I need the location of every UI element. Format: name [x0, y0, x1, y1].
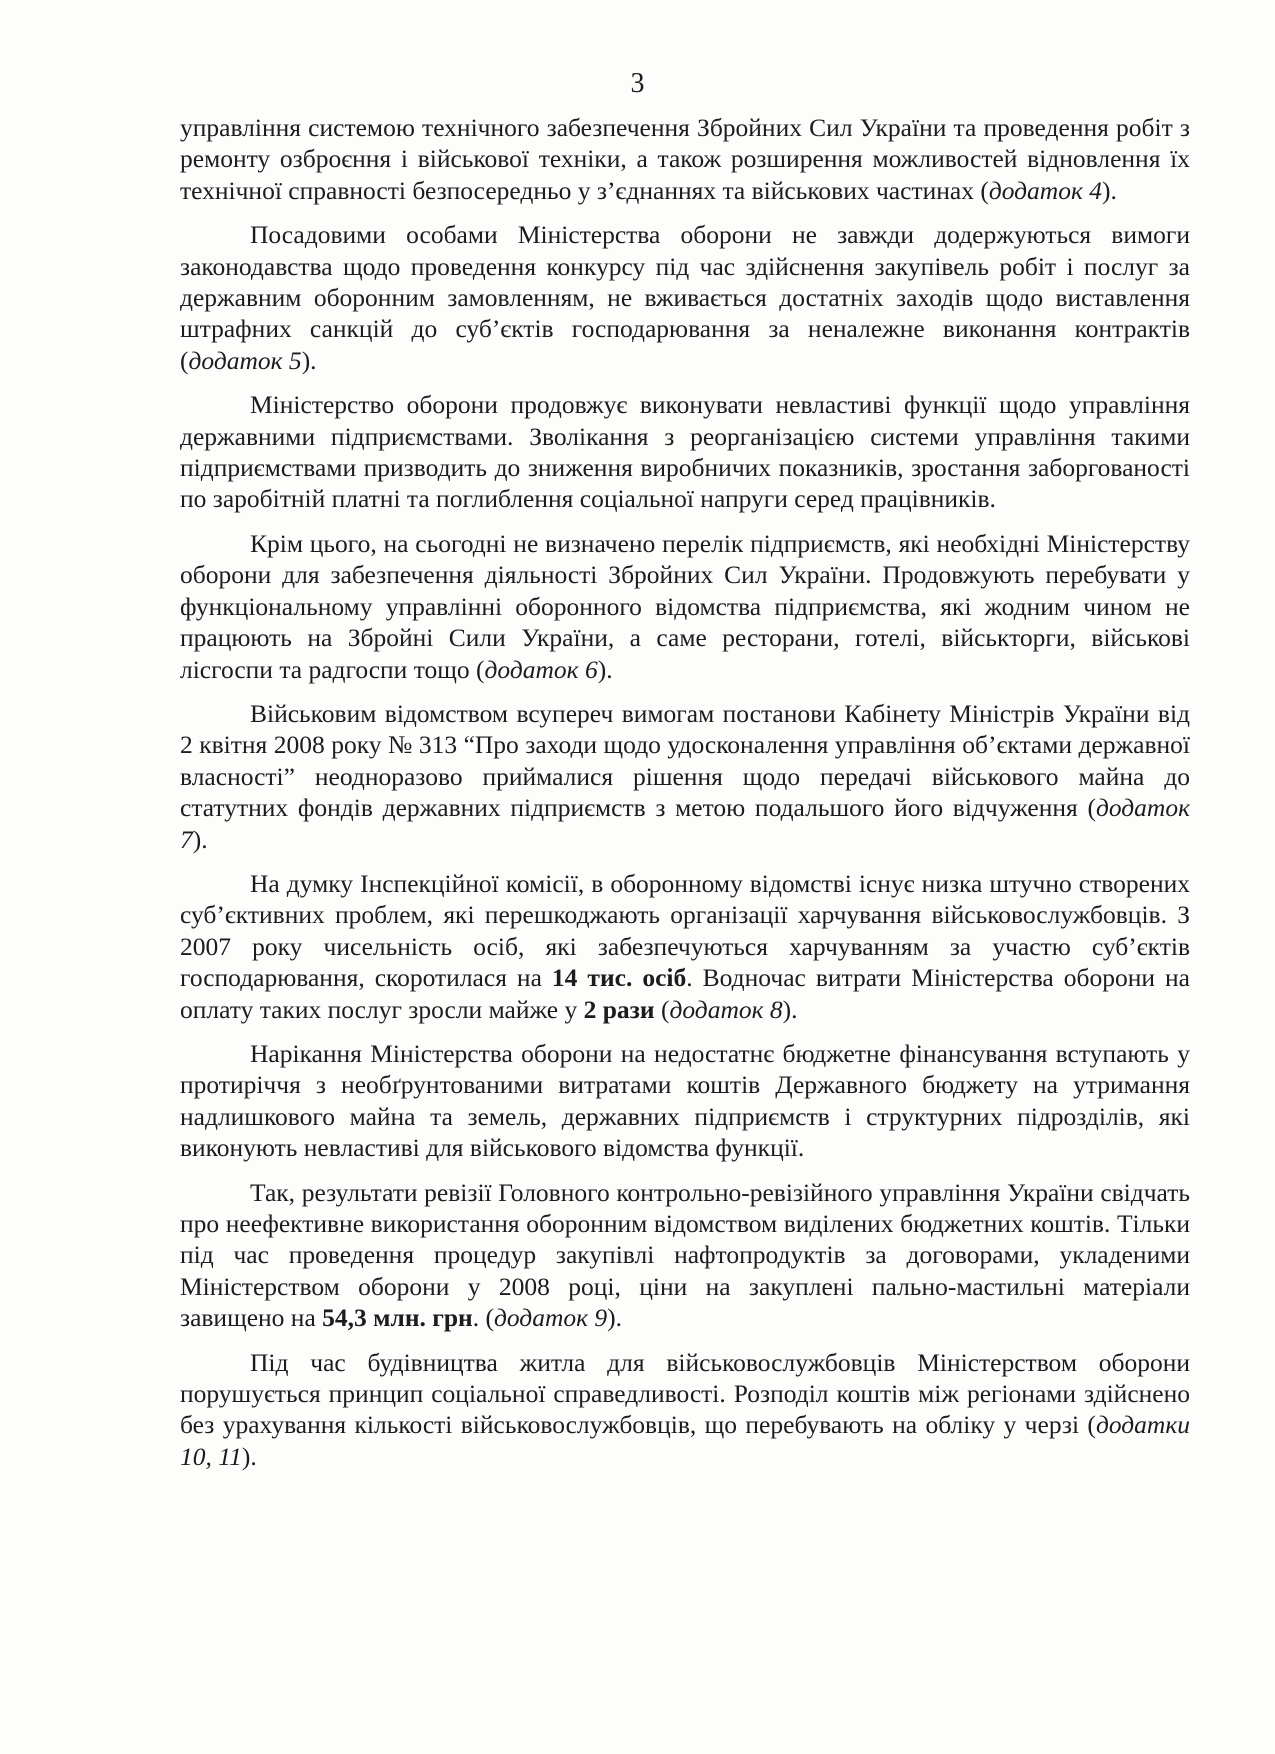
- page-number: 3: [630, 68, 645, 99]
- appendix-reference: додаток 6: [484, 654, 598, 684]
- paragraph-2: [180, 219, 1190, 376]
- paragraph-text: Так, результати ревізії Головного контрольно-ревізійного управління України свідчать про неефективне використання оборонним відомством виділених бюджетних коштів. Тільки під час проведення процедур закупівлі нафтопродуктів за договорами, укладеними Міністерством оборони у 2008 році, ціни на закуплені пально-мастильні матеріали завищено на: [180, 1177, 1190, 1333]
- paragraph-text: управління системою технічного забезпечення Збройних Сил України та проведення робіт з ремонту озброєння і військової техніки, а також розширення можливостей відновлення їх технічної справності безпосередньо у з’єднаннях та військових частинах (: [180, 113, 1190, 205]
- paragraph-text: Нарікання Міністерства оборони на недостатнє бюджетне фінансування вступають у протиріччя з необґрунтованими витратами коштів Державного бюджету на утримання надлишкового майна та земель, державних підприємств і структурних підрозділів, які виконують невластиві для військового відомства функції.: [180, 1038, 1190, 1163]
- highlighted-figure: 2 рази: [583, 994, 655, 1024]
- paragraph-text: ).: [1102, 175, 1117, 205]
- paragraph-text: ).: [607, 1303, 623, 1333]
- appendix-reference: додатки 10, 11: [180, 1410, 1190, 1471]
- paragraph-text: Військовим відомством всупереч вимогам постанови Кабінету Міністрів України від 2 квітня 2008 року № 313 “Про заходи щодо удосконалення управління об’єктами державної власності” неодноразово приймалися рішення щодо передачі військового майна до статутних фондів державних підприємств з метою подальшого його відчуження (: [180, 698, 1190, 823]
- paragraph-5: [180, 698, 1190, 855]
- paragraph-text: ).: [301, 345, 317, 375]
- appendix-reference: додаток 9: [493, 1303, 608, 1333]
- paragraph-text: ).: [782, 994, 798, 1024]
- paragraph-text: Посадовими особами Міністерства оборони не завжди додержуються вимоги законодавства щодо проведення конкурсу під час здійснення закупівель робіт і послуг за державним оборонним замовленням, не вживається достатніх заходів щодо виставлення штрафних санкцій до суб’єктів господарювання за неналежне виконання контрактів (: [180, 220, 1190, 375]
- appendix-reference: додаток 4: [988, 175, 1103, 205]
- paragraph-1: [180, 112, 1190, 206]
- paragraph-7: [180, 1038, 1190, 1164]
- paragraph-8: [180, 1177, 1190, 1334]
- paragraph-text: ).: [192, 824, 208, 854]
- paragraph-text: На думку Інспекційної комісії, в оборонному відомстві існує низка штучно створених суб’єктивних проблем, які перешкоджають організації харчування військовослужбовців. З 2007 року чисельність осіб, які забезпечуються харчуванням за участю суб’єктів господарювання, скоротилася на: [180, 868, 1190, 993]
- paragraph-text: ).: [597, 654, 613, 684]
- paragraph-text: Міністерство оборони продовжує виконувати невластиві функції щодо управління державними підприємствами. Зволікання з реорганізацією системи управління такими підприємствами призводить до зниження виробничих показників, зростання заборгованості по заробітній платні та поглиблення соціальної напруги серед працівників.: [180, 390, 1190, 514]
- paragraph-9: [180, 1347, 1190, 1473]
- highlighted-figure: 14 тис. осіб: [551, 963, 687, 993]
- paragraph-text: Під час будівництва житла для військовослужбовців Міністерством оборони порушується принцип соціальної справедливості. Розподіл коштів між регіонами здійснено без урахування кількості військовослужбовців, що перебувають на обліку у черзі (: [180, 1347, 1190, 1440]
- paragraph-text: . (: [472, 1303, 494, 1333]
- paragraph-text: Крім цього, на сьогодні не визначено перелік підприємств, які необхідні Міністерству оборони для забезпечення діяльності Збройних Сил України. Продовжують перебувати у функціональному управлінні оборонного відомства підприємства, які жодним чином не працюють на Збройні Сили України, а саме ресторани, готелі, військторги, військові лісгоспи та радгоспи тощо (: [180, 528, 1190, 684]
- paragraph-text: . Водночас витрати Міністерства оборони на оплату таких послуг зросли майже у: [180, 963, 1190, 1024]
- appendix-reference: додаток 7: [180, 793, 1190, 854]
- paragraph-text: (: [654, 994, 670, 1024]
- paragraph-text: ).: [241, 1441, 257, 1471]
- appendix-reference: додаток 8: [669, 994, 783, 1024]
- document-body: [180, 112, 1190, 1485]
- paragraph-6: [180, 868, 1190, 1025]
- paragraph-3: [180, 389, 1190, 515]
- highlighted-figure: 54,3 млн. грн: [322, 1303, 473, 1333]
- appendix-reference: додаток 5: [188, 345, 302, 375]
- paragraph-4: [180, 528, 1190, 685]
